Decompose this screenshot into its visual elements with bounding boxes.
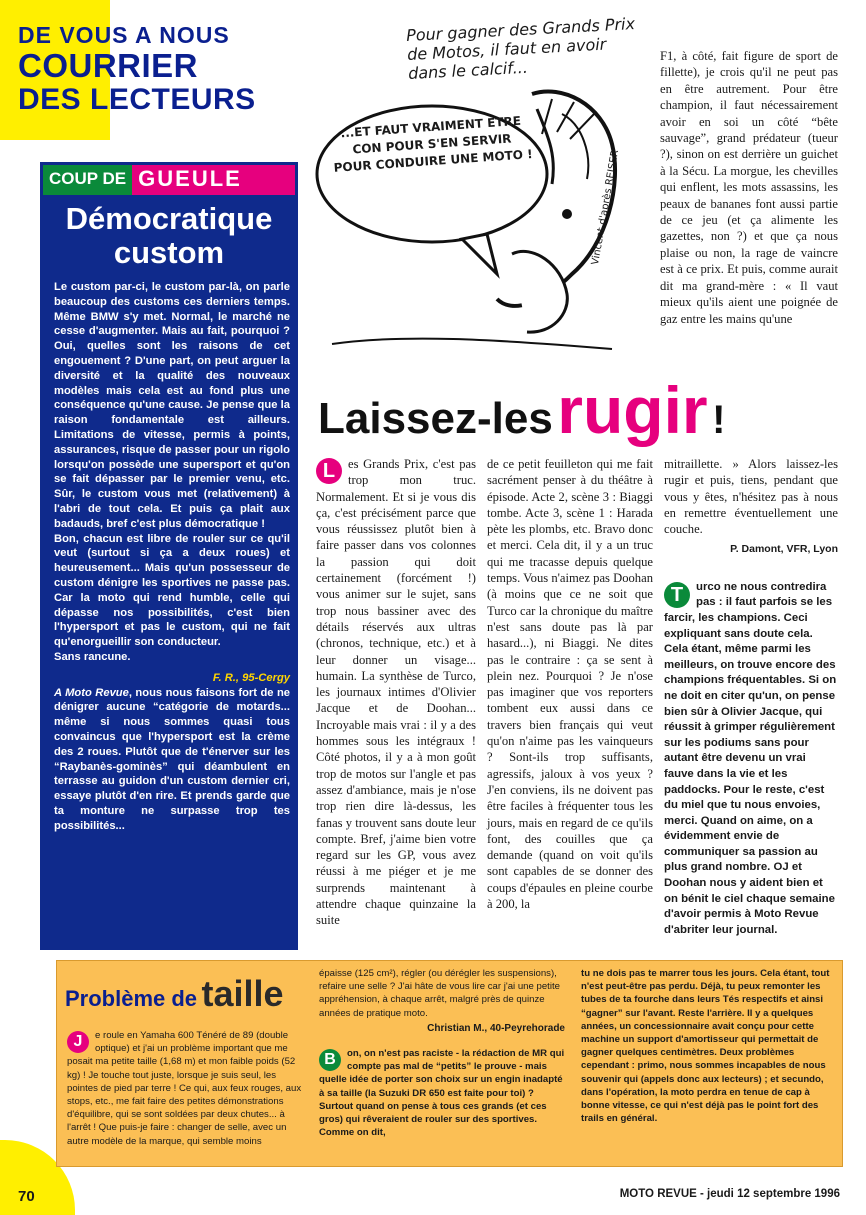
box-title-a: Problème de [65, 986, 198, 1011]
coup-de-gueule-box [40, 162, 298, 950]
editor-reply [319, 1047, 565, 1139]
letter-paragraph: Bon, chacun est libre de rouler sur ce qu'il veut (surtout si ça a deux roues) et heureusement... Mais qu'un possesseur de custom dénigre les sportives ne passe pas. Car la moto qui rend humble, celle qui dépasse nos possibilités, c'est bien l'hypersport et pas le custom, qui ne fait qu'enorgueillir son conducteur. [54, 532, 290, 649]
article-column-top: F1, à côté, fait figure de sport de fillette), je crois qu'il ne peut pas en être autrement. Pour être champion, il faut nécessairement avoir en soi un côté “bête sauvage”, grand prédateur (tueur ?), sinon on est derrière un guichet à la Sécu. La morgue, les chevilles qui enflent, les mots assassins, les peaux de bananes font aussi partie de ce jeu (et ça alimente les gazettes, non ?) et que ça nous plaise ou non, la rage de vaincre est à ce prix. Et puis, comme aurait dit ma grand-mère : « Il vaut mieux qu'ils aient une poignée de gaz entre les mains qu'une [660, 49, 838, 326]
article-column-1 [316, 456, 476, 929]
box-column-2 [319, 967, 565, 1139]
letter-body [54, 280, 290, 833]
article-signature: P. Damont, VFR, Lyon [730, 543, 838, 556]
box-title [65, 973, 284, 1015]
magazine-footer: MOTO REVUE - jeudi 12 septembre 1996 [619, 1188, 840, 1200]
article-headline [318, 372, 838, 448]
cartoon-speech-bubble: ...ET FAUT VRAIMENT ETRE CON POUR S'EN SERVIR POUR CONDUIRE UNE MOTO ! [333, 113, 534, 175]
probleme-de-taille-box [56, 960, 843, 1167]
box-signature: Christian M., 40-Peyrehorade [427, 1022, 565, 1034]
box-column-1 [67, 1029, 303, 1148]
editor-reply [54, 686, 290, 834]
reply-dropcap: T [664, 582, 690, 608]
cartoon-illustration [312, 14, 647, 359]
page-title-line2: DES LECTEURS [18, 83, 256, 116]
box-column-1-text: e roule en Yamaha 600 Ténéré de 89 (double optique) et j'ai un problème important que me posait ma petite taille (1,68 m) et mon faible poids (52 kg) ! Je touche tout juste, lorsque je suis seul, les pointes de pied par terre ! Ce qui, aux feux rouges, aux stops, etc., me fait faire des petites démonstrations d'équilibre, qui se sont soldées par deux chutes... à l'arrêt ! Que puis-je faire : changer de selle, avec un autre modèle de la marque, qui semble moins [67, 1030, 302, 1147]
dropcap: J [67, 1031, 89, 1053]
rubrique-label: DE VOUS A NOUS [18, 22, 230, 48]
banner-label-a: COUP DE [43, 165, 132, 195]
reply-dropcap: B [319, 1049, 341, 1071]
headline-part-c: ! [712, 398, 726, 442]
editor-reply-text: on, on n'est pas raciste - la rédaction de MR qui compte pas mal de “petits” le prouve - mais quelle idée de porter son choix sur un engin inadapté à sa taille (la Suzuki DR 650 est faite pour toi) ? Surtout quand on pense à tous ces grands (et ces gros) qui rêveraient de rouler sur des sportives. Comme on dit, [319, 1048, 565, 1139]
article-column-3-text: mitraillette. » Alors laissez-les rugir et puis, tiens, pendant que vous y êtes, n'hésitez pas à nous en remettre éventuellement une couche. [664, 457, 838, 537]
editor-reply-text: , nous nous faisons fort de ne dénigrer aucune “catégorie de motards... même si nous sommes quasi tous convaincus que l'hypersport est la crème des 2 roues. Plutôt que de t'énerver sur les “Raybanès-gominès” qui déambulent en terrasse au guidon d'un custom dernier cri, essaye plutôt d'en rire. Et prends garde que ta monture ne surpasse trop tes possibilités... [54, 686, 291, 832]
article-column-3 [664, 456, 838, 938]
box-column-2-text: épaisse (125 cm²), régler (ou dérégler les suspensions), refaire une selle ? J'ai hâte de vous lire car j'ai une petite appréhension, à chaque arrêt, malgré près de quinze années de pratique moto. [319, 968, 560, 1019]
article-column-2: de ce petit feuilleton qui me fait sacrément penser à du théâtre à épisode. Acte 2, scène 3 : Biaggi tombe. Acte 3, scène 1 : Harada pète les plombs, etc. Bravo donc et merci. Cela dit, il y a un truc qui me tracasse depuis quelque temps. Vous n'aimez pas Doohan (à moins que ce ne soit que Turco car la chronique du maître n'est sans doute pas là par hasard...), ni Biaggi. Ne dites pas le contraire : ça se sent à plein nez. Pourquoi ? Je n'ose pas imaginer que vos reporters tombent eux aussi dans ce travers bien français qui veut qu'on n'aime pas les vainqueurs ? Sont-ils trop suffisants, agressifs, jaloux à vos yeux ? J'en conviens, ils ne doivent pas être faciles à fréquenter tous les jours, mais en regard de ce qu'ils font, des couilles que ça demande (quand on voit qu'ils sont capables de se donner des coups d'épaules en pleine courbe à 200, la [487, 457, 653, 912]
page-header [18, 22, 308, 117]
headline-part-b: rugir [557, 373, 708, 447]
dropcap: L [316, 458, 342, 484]
page-title-line1: COURRIER [18, 47, 199, 84]
cartoon-signature: Vincent d'après REISER [590, 149, 622, 266]
article-column-1-text: es Grands Prix, c'est pas trop mon truc. Normalement. Et si je vous dis ça, c'est précisément parce que vous réussissez plutôt bien à faire passer dans vos colonnes la passion qui doit certainement (forcément !) vous animer sur le sujet, sans trop nous bassiner avec des détails réservés aux ultras (chronos, technique, etc.) et à leur donner un visage... humain. La synthèse de Turco, les journaux intimes d'Olivier Jacque et de Doohan... Incroyable mais vrai : il y a des hommes sous les intégraux ! Côté photos, il y a à mon goût trop de motos sur l'angle et pas assez d'ambiance, mais je n'ose trop rien dire là-dessus, les fanas y trouvent sans doute leur compte. Bref, j'aime bien votre regard sur les GP, vous avez réussi à me piéger et je me surprends maintenant à attendre chaque quinzaine la suite [316, 457, 476, 928]
box-column-3: tu ne dois pas te marrer tous les jours. Cela étant, tout n'est peut-être pas perdu. Déjà, tu peux remonter les tubes de ta fourche dans leurs Tés respectifs et ainsi “gagner” sur l'avant. Reste l'arrière. Il y a quelques années, un concessionnaire avait conçu pour cette machine un support d'amortisseur qui permettait de gagner quelques centimètres. Deux problèmes cependant : primo, nous sommes incapables de nous souvenir qui (appels donc aux lecteurs) ; et secundo, dans l'opération, la moto perdra en tenue de cap à bonne vitesse, ce qui n'est déjà pas le point fort des trails en général. [581, 968, 830, 1125]
magazine-name: A Moto Revue [54, 686, 129, 699]
cartoon-caption: Pour gagner des Grands Prix de Motos, il faut en avoir dans le calcif... [405, 14, 636, 83]
editor-reply-text: urco ne nous contredira pas : il faut parfois se les farcir, les champions. Ceci expliquant sans doute cela. Cela étant, même parmi les meilleurs, on trouve encore des champions fréquentables. Si on ne doit en citer qu'un, on pense bien sûr à Olivier Jacque, qui réussit à grimper régulièrement sur les podiums sans pour autant être devenu un vrai fauve dans la vie et les paddocks. Pour le reste, c'est du miel que tu nous envoies, merci. Quand on aime, on a évidemment envie de communiquer sa passion au plus grand nombre. OJ et Doohan nous y aident bien et on bénit le ciel chaque semaine d'avoir permis à Moto Revue d'abriter leur journal. [664, 580, 837, 936]
box-title-b: taille [201, 973, 284, 1014]
letter-paragraph: Le custom par-ci, le custom par-là, on parle beaucoup des customs ces derniers temps. Même BMW s'y met. Normal, le marché ne cesse d'augmenter. Mais au fait, pourquoi ? Oui, quelles sont les raisons de cet engouement ? D'une part, on peut arguer la diversité et la qualité des nouveaux modèles mais cela est au fond plus une conséquence qu'une cause. Je pense que la raison fondamentale est ailleurs. Limitations de vitesse, permis à points, assurances, risque de passer pour un rigolo lorsqu'on possède une supersport et qu'on se fait dépasser par le premier venu, etc. Sûr, le custom vous met (relativement) à l'abri de tout cela. Et puis ça plait aux badauds, bref c'est plus démocratique ! [54, 281, 290, 530]
headline-part-a: Laissez-les [318, 394, 553, 443]
letter-paragraph: Sans rancune. [54, 650, 131, 663]
editor-reply [664, 580, 838, 939]
banner-label-b: GUEULE [132, 165, 295, 195]
coup-de-gueule-banner [43, 165, 295, 195]
letter-signature: F. R., 95-Cergy [212, 671, 290, 684]
page-number: 70 [18, 1188, 35, 1205]
letter-title: Démocratique custom [65, 201, 273, 270]
